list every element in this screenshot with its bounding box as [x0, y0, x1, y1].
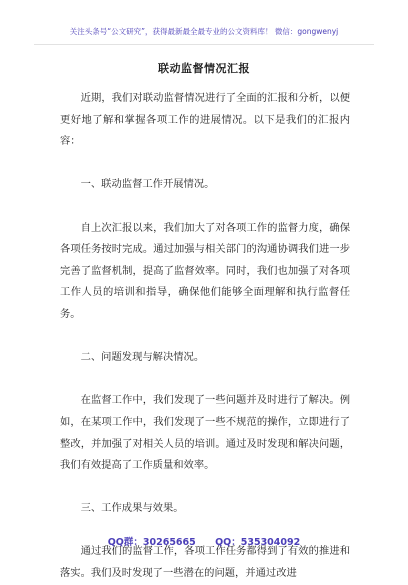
footer-qq: QQ：535304092 — [215, 537, 301, 548]
paragraph-gap — [60, 477, 350, 499]
section-3-paragraph: 通过我们的监督工作，各项工作任务都得到了有效的推进和落实。我们及时发现了一些潜在的问题，并通过改进 — [60, 545, 350, 580]
section-heading-1: 一、联动监督工作开展情况。 — [80, 178, 215, 191]
paragraph-gap — [60, 196, 350, 218]
section-heading-3: 三、工作成果与效果。 — [80, 502, 184, 515]
paragraph-gap — [60, 369, 350, 391]
document-body — [60, 88, 350, 585]
footer-qq-group: QQ群：30265665 — [107, 537, 196, 548]
header-divider — [34, 44, 374, 45]
paragraph-gap — [60, 153, 350, 175]
section-2-paragraph: 在监督工作中，我们发现了一些问题并及时进行了解决。例如，在某项工作中，我们发现了一些不规范的操作，立即进行了整改，并加强了对相关人员的培训。通过及时发现和解决问题，我们有效提高了工作质量和效率。 — [60, 394, 350, 472]
footer-contacts — [0, 534, 408, 548]
section-1-paragraph: 自上次汇报以来，我们加大了对各项工作的监督力度，确保各项任务按时完成。通过加强与相关部门的沟通协调我们进一步完善了监督机制，提高了监督效率。同时，我们也加强了对各项工作人员的培训和指导，确保他们能够全面理解和执行监督任务。 — [60, 221, 350, 320]
section-heading-2: 二、问题发现与解决情况。 — [80, 351, 205, 364]
header-banner: 关注头条号“公文研究”，获得最新最全最专业的公文资料库！ 微信：gongwenyj — [69, 27, 339, 36]
document-title: 联动监督情况汇报 — [158, 62, 250, 75]
intro-paragraph: 近期，我们对联动监督情况进行了全面的汇报和分析，以便更好地了解和掌握各项工作的进展情况。以下是我们的汇报内容： — [60, 92, 350, 148]
paragraph-gap — [60, 326, 350, 348]
